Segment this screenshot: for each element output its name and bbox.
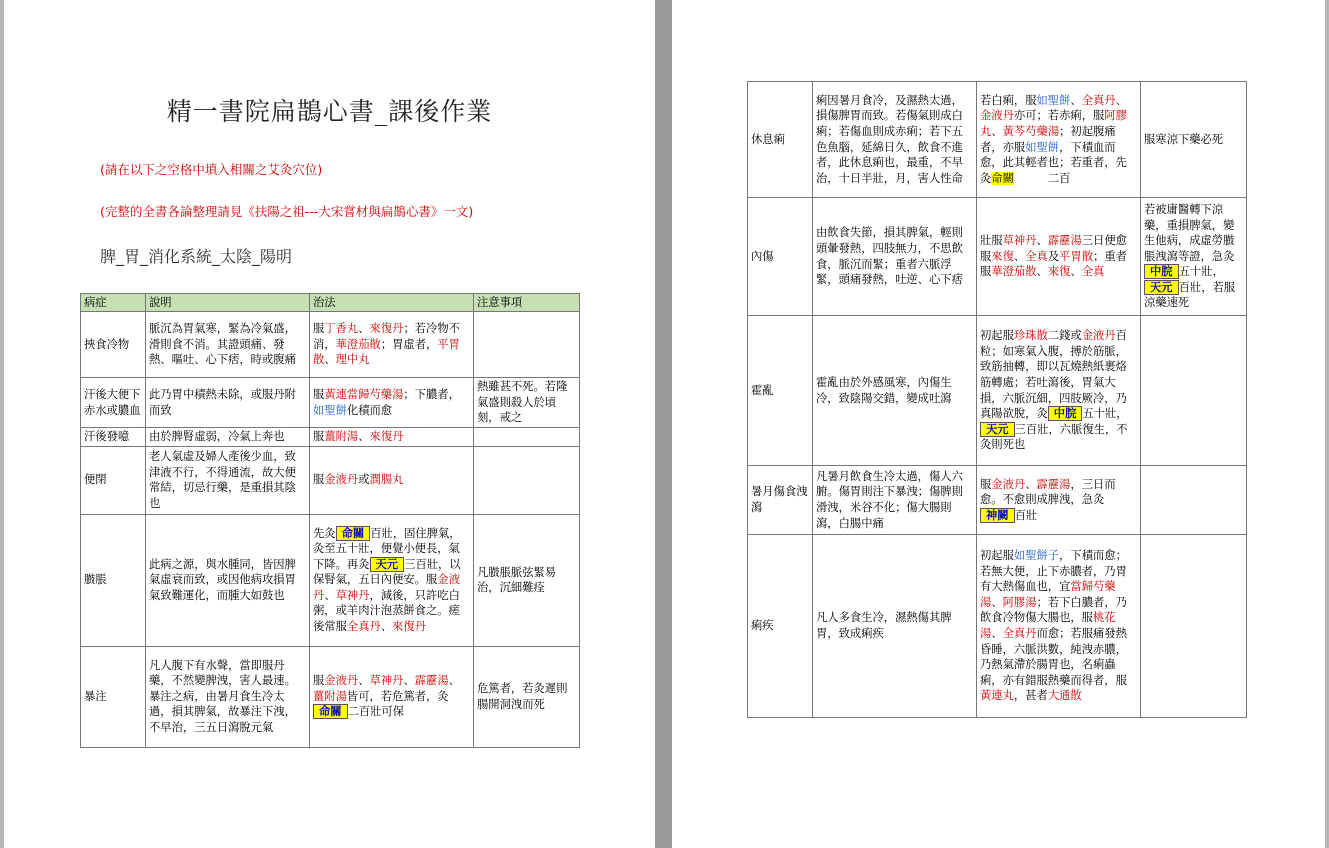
cell-notes xyxy=(1141,535,1247,718)
table-row xyxy=(81,312,580,378)
cell-notes xyxy=(1141,316,1247,466)
formula-name: 當歸芍藥湯 xyxy=(980,580,1116,609)
cell-treatment xyxy=(977,82,1141,198)
header-treatment: 治法 xyxy=(310,294,474,312)
text-segment: 、 xyxy=(1036,234,1048,248)
cell-description: 痢因暑月食冷，及濕熱太過，損傷脾胃而致。若傷氣則成白痢；若傷血則成赤痢；若下五色魚腦，延綿日久，飲食不進者，此休息痢也，最重，不早治，十日半壯，月，害人性命 xyxy=(813,82,977,198)
text-segment: ，甚者 xyxy=(1013,689,1048,703)
text-segment: 、 xyxy=(991,124,1003,138)
text-segment: ，下積而愈；若無大便，止下赤膿者，乃胃有大熱傷血也，宜 xyxy=(980,549,1127,594)
formula-name: 來復 xyxy=(991,249,1014,263)
cell-description: 此乃胃中積熱未除，或服丹附而致 xyxy=(146,378,310,428)
formula-name: 丁香丸 xyxy=(324,322,359,336)
text-segment: 、 xyxy=(358,430,370,443)
formula-name: 桃花湯 xyxy=(980,611,1116,640)
header-description: 說明 xyxy=(146,294,310,312)
text-segment: 五十壯， xyxy=(1082,407,1128,421)
formula-name: 黃連當歸芍藥湯 xyxy=(324,387,404,401)
formula-name: 珍珠散 xyxy=(1013,329,1048,343)
text-segment: 百壯，固住脾氣，灸至五十壯，便覺小便長，氣下降。再灸 xyxy=(313,526,461,571)
table-body xyxy=(81,312,580,748)
formula-name: 平胃散 xyxy=(313,337,460,367)
text-segment: 及 xyxy=(1047,249,1060,263)
formula-name: 阿膠丸 xyxy=(980,109,1127,138)
page-1 xyxy=(4,0,655,848)
cell-disease: 汗後大便下赤水或膿血 xyxy=(81,378,146,428)
text-segment: ；胃虛者， xyxy=(380,337,438,351)
formula-name: 全真 xyxy=(1025,249,1048,263)
cell-treatment xyxy=(310,428,474,447)
cell-disease: 霍亂 xyxy=(748,316,813,466)
document-title: 精一書院扁鵲心書_課後作業 xyxy=(166,97,493,126)
formula-name: 來復丹 xyxy=(369,430,404,443)
table-header-row xyxy=(81,294,580,312)
acupoint-box: 天元 xyxy=(980,422,1015,437)
table-body xyxy=(748,82,1247,718)
formula-name: 華澄茄散 xyxy=(335,337,381,351)
text-segment: 若被庸醫轉下涼藥，重損脾氣，變生他病，成虛勞臌脹洩瀉等證，急灸 xyxy=(1144,202,1235,263)
treatment-table-page2 xyxy=(747,81,1247,718)
cell-notes xyxy=(1141,466,1247,535)
header-notes: 注意事項 xyxy=(474,294,580,312)
formula-name: 來復丹 xyxy=(392,620,427,634)
text-segment: 、 xyxy=(403,674,415,688)
text-segment: 、 xyxy=(1070,93,1082,107)
text-segment: 二百壯可保 xyxy=(347,705,405,719)
table-row xyxy=(748,466,1247,535)
formula-name: 潤腸丸 xyxy=(369,473,404,487)
table-row xyxy=(81,378,580,428)
text-segment: 五十壯， xyxy=(1178,265,1224,279)
text-segment: 、 xyxy=(1036,265,1048,279)
instruction-fill-acupoints: (請在以下之空格中填入相關之艾灸穴位) xyxy=(100,162,323,177)
cell-notes: 凡臌脹脈弦緊易治，沉細難痊 xyxy=(474,514,580,646)
text-segment: 先灸 xyxy=(313,526,336,540)
text-segment: 、 xyxy=(448,674,460,688)
formula-name: 全真 xyxy=(1081,265,1105,279)
text-segment: 百壯 xyxy=(1014,508,1038,522)
acupoint-box: 中脘 xyxy=(1048,406,1083,421)
cell-disease: 汗後發噫 xyxy=(81,428,146,447)
text-segment: 、 xyxy=(1070,265,1082,279)
table-row xyxy=(81,646,580,747)
table-row xyxy=(81,446,580,514)
formula-name-blue: 如聖餅子 xyxy=(1013,549,1060,563)
header-disease: 病症 xyxy=(81,294,146,312)
text-segment: 服 xyxy=(313,322,325,336)
cell-disease: 痢疾 xyxy=(748,535,813,718)
formula-name: 黃芩芍藥湯 xyxy=(1002,124,1060,138)
formula-name-blue: 如聖餅 xyxy=(313,403,347,417)
text-segment: 服 xyxy=(991,234,1003,248)
acupoint-box: 天元 xyxy=(370,557,405,572)
formula-name: 草神丹 xyxy=(369,674,404,688)
cell-description: 老人氣虛及婦人產後少血，致津液不行，不得通流，故大便常結，切忌行藥，是重損其陰也 xyxy=(146,446,310,514)
formula-name: 金液丹 xyxy=(313,573,460,602)
text-segment: 、 xyxy=(324,588,336,602)
formula-name: 大通散 xyxy=(1047,689,1082,703)
cell-description: 由於脾腎虛弱，冷氣上奔也 xyxy=(146,428,310,447)
formula-name: 薑附湯 xyxy=(313,689,347,703)
cell-treatment xyxy=(310,378,474,428)
text-segment: 三日便愈 xyxy=(1081,234,1127,248)
acupoint-box: 天元 xyxy=(1144,280,1179,295)
text-segment: 而愈；若服痛發熱昏睡，六脈洪數，純洩赤膿，乃熱氣滯於腸胃也，名痢蟲痢，亦有錯服熱藥而得者，服 xyxy=(980,627,1127,687)
cell-treatment xyxy=(977,198,1141,316)
text-segment: 、 xyxy=(991,627,1003,640)
acupoint-box: 中脘 xyxy=(1144,264,1179,279)
cell-treatment xyxy=(310,646,474,747)
text-segment: ，下積血而愈，此其輕者也；若重者，先灸 xyxy=(980,140,1127,185)
cell-disease: 暑月傷食洩瀉 xyxy=(748,466,813,535)
cell-notes: 危篤者，若灸遲則腸開洞洩而死 xyxy=(474,646,580,747)
formula-name: 霹靂湯 xyxy=(1047,234,1082,248)
formula-name-blue: 如聖餅 xyxy=(1025,140,1060,154)
cell-disease: 休息痢 xyxy=(748,82,813,198)
cell-disease: 暴注 xyxy=(81,646,146,747)
text-segment: ；若下白膿者，乃飲食冷物傷大腸也，服 xyxy=(980,595,1127,625)
formula-name: 來復丹 xyxy=(369,322,404,336)
text-segment: ，三日而愈。不愈則成脾洩，急灸 xyxy=(980,477,1116,507)
table-row xyxy=(748,316,1247,466)
cell-description: 凡暑月飲食生冷太過，傷人六腑。傷胃則注下暴洩；傷脾則滑洩，米谷不化；傷大腸則瀉，白腸中痛 xyxy=(813,466,977,535)
cell-disease: 便閉 xyxy=(81,446,146,514)
formula-name: 金液丹 xyxy=(991,477,1026,491)
text-segment: 三百壯，六脈復生，不灸則死也 xyxy=(980,422,1128,452)
text-segment: 、 xyxy=(1013,249,1026,263)
text-segment: 百粒；如寒氣入腹，搏於筋脈，致筋抽轉，即以瓦燒熱紙裹烙筋轉處；若吐瀉後，胃氣大損，六脈沉細，四肢厥冷，乃真陽欲脫，灸 xyxy=(980,329,1127,421)
text-segment: 服 xyxy=(313,674,325,688)
cell-notes xyxy=(474,428,580,447)
cell-description: 霍亂由於外感風寒，內傷生冷，致陰陽交錯，變成吐瀉 xyxy=(813,316,977,466)
acupoint-box: 命關 xyxy=(336,526,371,541)
text-segment: 、 xyxy=(324,353,336,367)
text-segment: 服 xyxy=(313,387,325,401)
acupoint-box: 命關 xyxy=(313,704,348,719)
text-segment: 若白痢，服 xyxy=(980,93,1037,107)
treatment-table-page1 xyxy=(80,293,580,748)
formula-name: 阿膠湯 xyxy=(1002,595,1037,609)
cell-description: 由飲食失節，損其脾氣，輕則頭暈發熱，四肢無力，不思飲食，脈沉而緊；重者六脈浮緊，頭痛發熱，吐逆、心下痞 xyxy=(813,198,977,316)
page-gutter xyxy=(655,0,672,848)
text-segment: 服 xyxy=(313,473,325,487)
cell-notes xyxy=(1141,198,1247,316)
text-segment: ，減後，只許吃白粥，或羊肉汁泡蒸餅食之。瘥後常服 xyxy=(313,588,460,634)
formula-name: 霹靂湯 xyxy=(1036,477,1071,491)
formula-name: 薑附湯 xyxy=(324,430,359,443)
text-segment: 二百 xyxy=(1013,171,1071,185)
text-segment: 服 xyxy=(313,430,325,443)
acupoint-box: 命關 xyxy=(991,171,1014,185)
page-2 xyxy=(672,0,1325,848)
text-segment: 三百壯，以保腎氣，五日內便安。服 xyxy=(313,557,461,587)
table-row xyxy=(81,514,580,646)
cell-treatment xyxy=(977,535,1141,718)
formula-name: 金液丹 xyxy=(1081,329,1116,343)
text-segment: 亦可；若赤痢，服 xyxy=(1013,109,1105,123)
text-segment: 、 xyxy=(358,674,370,688)
text-segment: 皆可，若危篤者，灸 xyxy=(346,689,449,703)
cell-notes: 服寒涼下藥必死 xyxy=(1141,82,1247,198)
formula-name: 金液丹 xyxy=(324,674,359,688)
text-segment: ；下膿者， xyxy=(403,387,460,401)
formula-name: 全真丹 xyxy=(1081,93,1116,107)
cell-disease: 內傷 xyxy=(748,198,813,316)
text-segment: 、 xyxy=(1115,93,1127,107)
text-segment: 壯 xyxy=(980,234,992,248)
cell-description: 凡人腹下有水聲，當即服丹藥，不然變脾洩，害人最速。暴注之病，由暑月食生冷太過，損其脾氣，故暴注下洩，不早治，三五日瀉脫元氣 xyxy=(146,646,310,747)
text-segment: 百壯，若服涼藥速死 xyxy=(1144,280,1236,310)
cell-description: 凡人多食生冷，濕熱傷其脾胃，致成痢疾 xyxy=(813,535,977,718)
cell-treatment xyxy=(977,466,1141,535)
formula-name: 平胃散 xyxy=(1059,249,1094,263)
cell-treatment xyxy=(977,316,1141,466)
cell-notes xyxy=(474,312,580,378)
formula-name: 草神丹 xyxy=(1002,234,1037,248)
formula-name: 黃連丸 xyxy=(980,689,1014,703)
cell-treatment xyxy=(310,312,474,378)
table-row xyxy=(748,198,1247,316)
formula-name: 全真丹 xyxy=(346,620,381,634)
text-segment: 初起服 xyxy=(980,329,1014,343)
text-segment: 服 xyxy=(980,249,992,263)
formula-name: 霹靂湯 xyxy=(414,674,449,688)
text-segment: 、 xyxy=(358,322,370,336)
cell-treatment xyxy=(310,446,474,514)
acupoint-box: 神闕 xyxy=(980,508,1015,523)
cell-description: 脈沉為胃氣寒，緊為冷氣盛，滑則食不消。其證頭痛、發熱、嘔吐、心下痞，時或腹痛 xyxy=(146,312,310,378)
text-segment: 、 xyxy=(380,620,393,634)
text-segment: 初起服 xyxy=(980,549,1014,563)
formula-name-blue: 如聖餅 xyxy=(1036,93,1071,107)
text-segment: 服 xyxy=(980,477,992,491)
formula-name: 理中丸 xyxy=(335,353,370,367)
cell-description: 此病之源，與水腫同，皆因脾氣虛衰而致，或因他病攻損胃氣致難運化，而腫大如鼓也 xyxy=(146,514,310,646)
cell-disease: 臌脹 xyxy=(81,514,146,646)
text-segment: 、 xyxy=(1025,477,1037,491)
instruction-reference: (完整的全書各論整理請見《扶陽之祖---大宋嘗材與扁鵲心書》一文) xyxy=(100,204,474,219)
text-segment: ；初起腹痛者，亦服 xyxy=(980,124,1116,154)
table-row xyxy=(748,535,1247,718)
cell-notes: 熱雖甚不死。若隆氣盛則殺人於頃刻，戒之 xyxy=(474,378,580,428)
formula-name: 來復 xyxy=(1047,265,1071,279)
text-segment: 化積而愈 xyxy=(346,403,393,417)
formula-name: 華澄茄散 xyxy=(991,265,1037,279)
cell-treatment xyxy=(310,514,474,646)
text-segment: ；重者服 xyxy=(980,249,1127,279)
table-row xyxy=(81,428,580,447)
text-segment: ；若冷物不消， xyxy=(313,322,460,351)
section-title: 脾_胃_消化系統_太陰_陽明 xyxy=(100,247,293,266)
text-segment: 或 xyxy=(358,473,370,487)
formula-name: 金液丹 xyxy=(324,473,359,487)
text-segment: 二錢或 xyxy=(1047,329,1082,343)
text-segment: 、 xyxy=(991,595,1003,609)
formula-name: 金液丹 xyxy=(980,109,1014,123)
cell-disease: 挾食冷物 xyxy=(81,312,146,378)
table-row xyxy=(748,82,1247,198)
formula-name: 草神丹 xyxy=(335,588,370,602)
formula-name: 全真丹 xyxy=(1002,627,1037,640)
cell-notes xyxy=(474,446,580,514)
